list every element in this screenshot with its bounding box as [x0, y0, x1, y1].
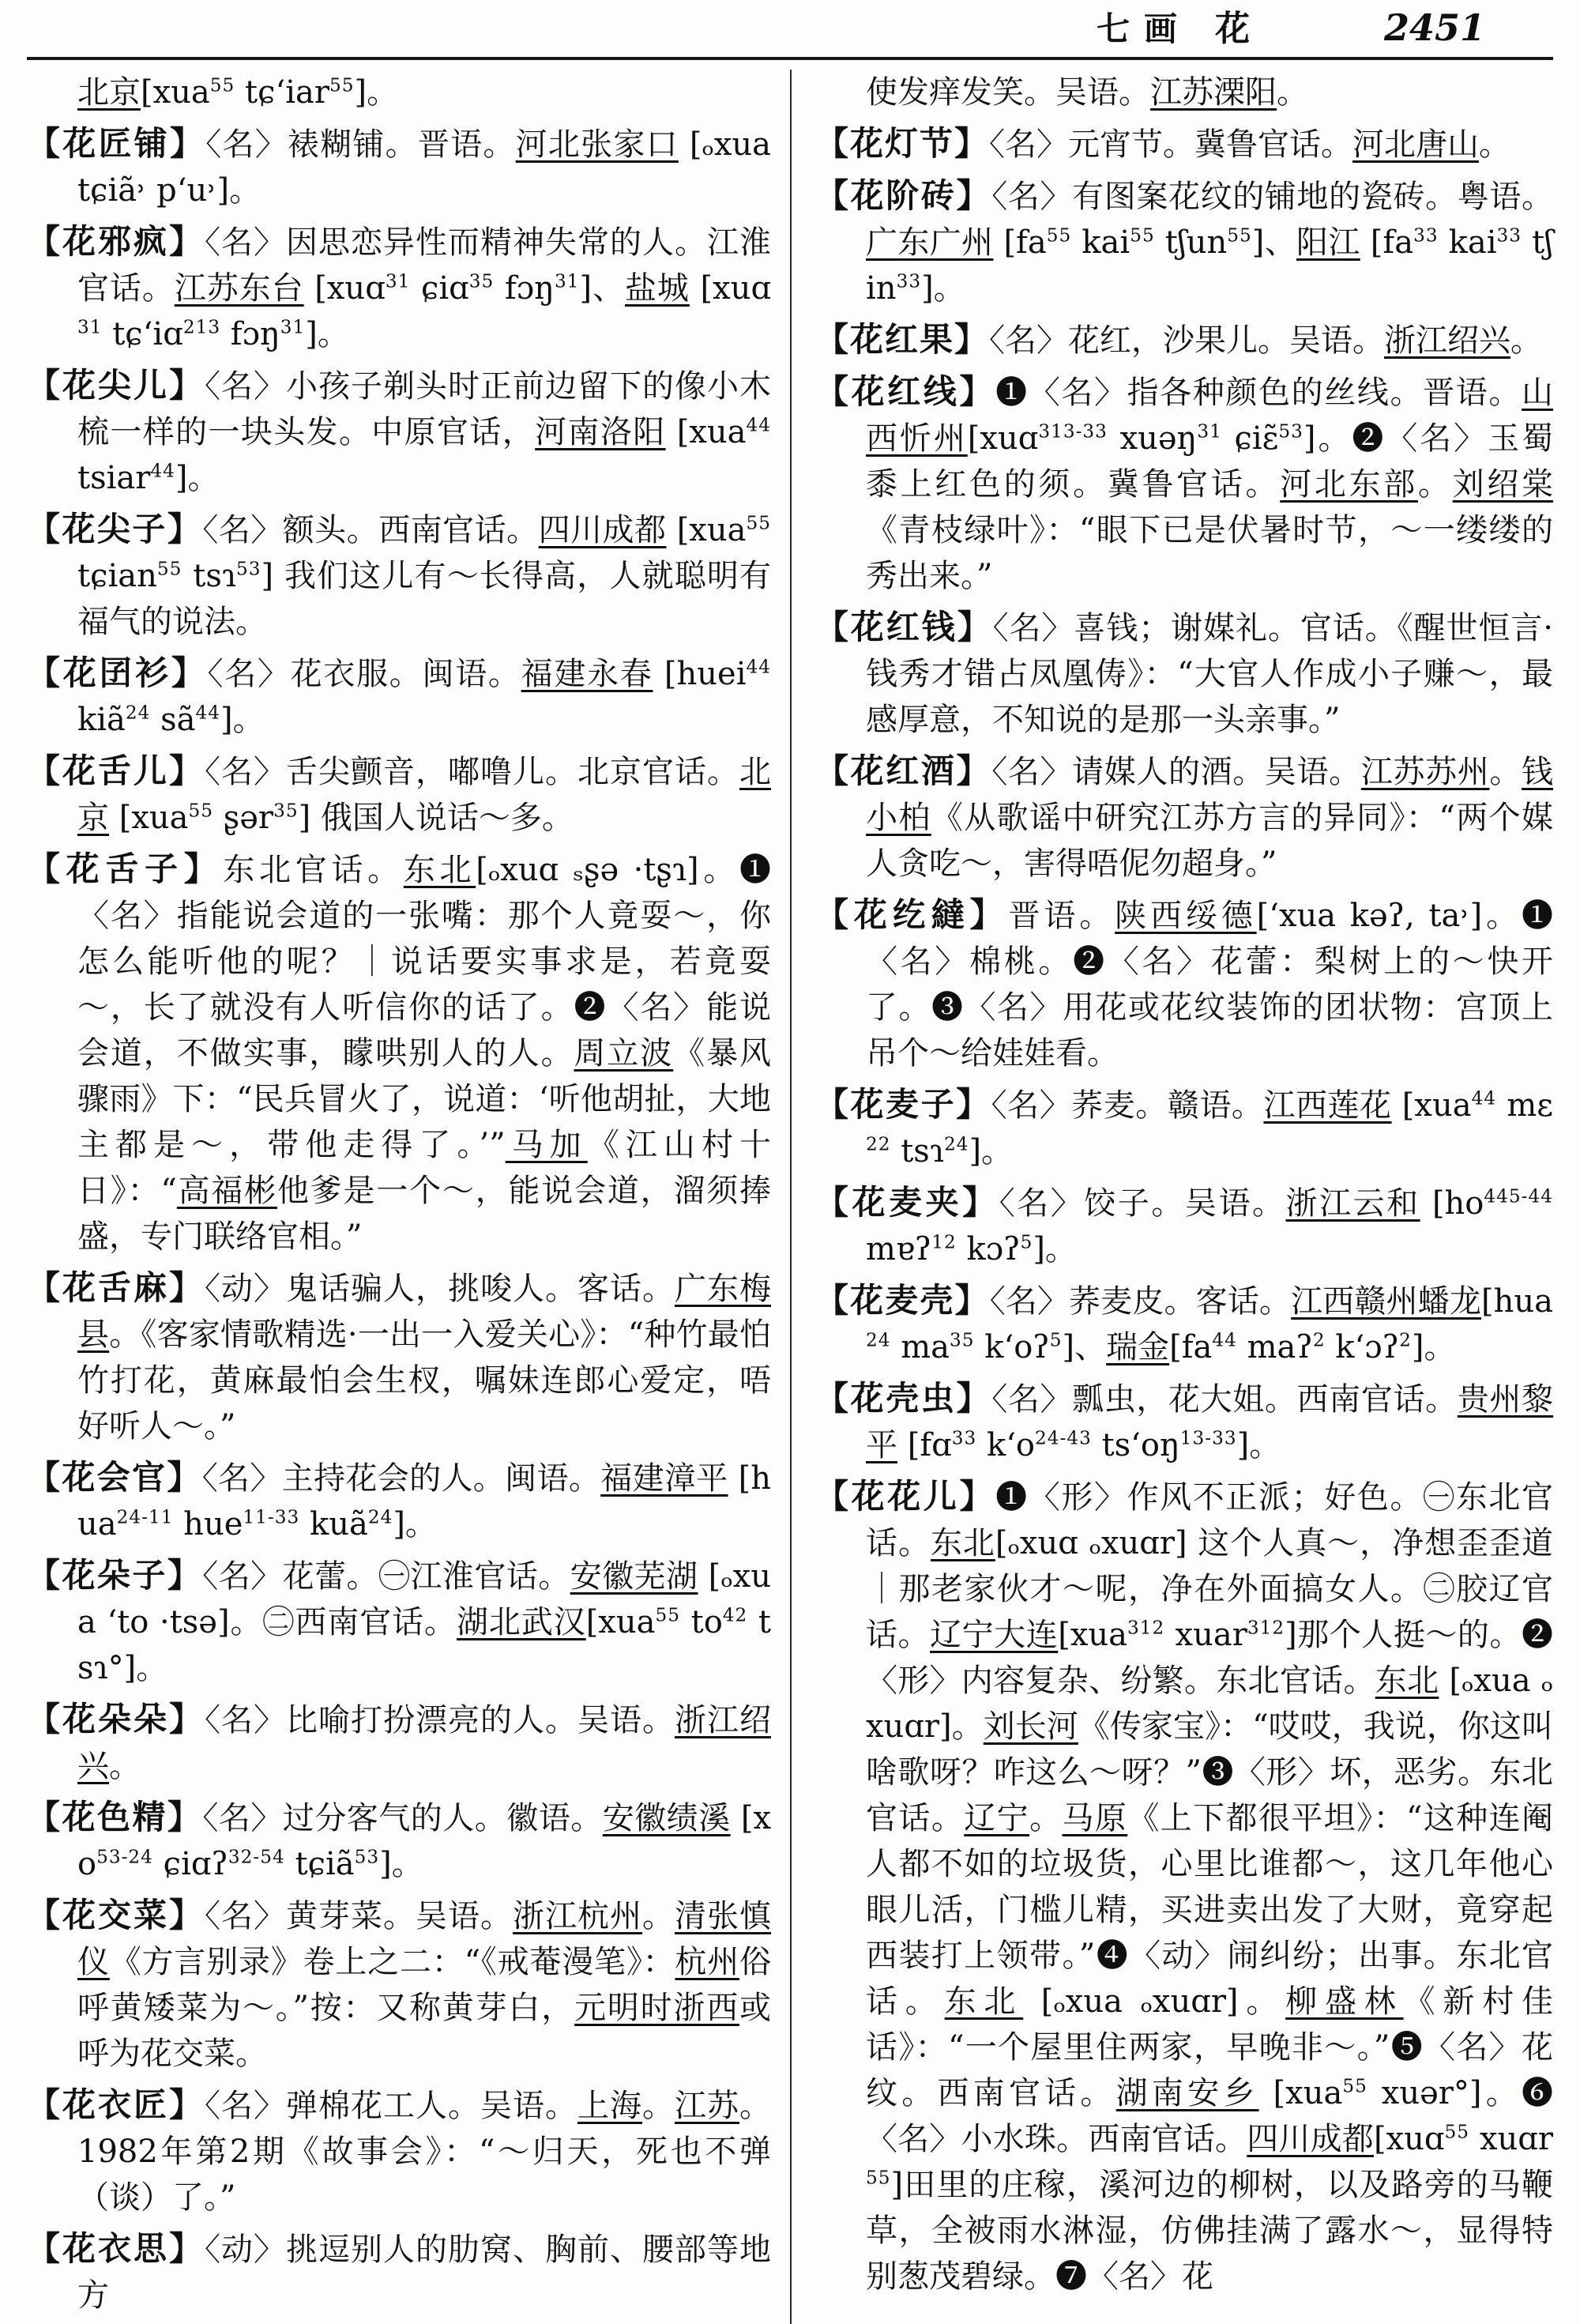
- dictionary-entry: [27, 650, 771, 743]
- dictionary-entry: [27, 1795, 771, 1887]
- entry-headword: 【花红钱】: [815, 608, 993, 646]
- dictionary-entry: [27, 363, 771, 501]
- entry-body: 〈名〉主持花会的人。闽语。福建漳平 [hua$^{24-11}$ hue$^{11-33}$ kuã$^{24}$]。: [77, 1460, 771, 1542]
- entry-body: 〈名〉花蕾。㊀江淮官话。安徽芜湖 [ₒxua ʻto ·tsə]。㊁西南官话。湖北武汉[xua$^{55}$ $to^{42}$ tsɿ°]。: [77, 1558, 772, 1686]
- entry-headword: 【花纥繨】: [815, 895, 1009, 934]
- entry-body: 〈动〉挑逗别人的肋窝、胸前、腰部等地方: [77, 2232, 771, 2314]
- entry-body: ❶〈名〉指各种颜色的丝线。晋语。山西忻州[xuɑ$^{313-33}$ xuəŋ$^{31}$ ɕiɛ̃$^{53}$]。❷〈名〉玉蜀黍上红色的须。冀鲁官话。河北东部。刘绍棠《青枝绿叶》：“眼下已是伏暑时节，～一缕缕的秀出来。”: [866, 375, 1554, 594]
- entry-headword: 【花匠铺】: [27, 124, 206, 163]
- dictionary-entry: [815, 892, 1553, 1076]
- entry-headword: 【花舌子】: [27, 849, 224, 888]
- entry-headword: 【花囝衫】: [27, 654, 208, 692]
- left-column: [27, 70, 790, 2324]
- dictionary-entry: [27, 507, 771, 645]
- entry-headword: 【花朵朵】: [27, 1700, 205, 1738]
- entry-headword: 【花交菜】: [27, 1896, 205, 1934]
- page-header: [27, 5, 1553, 54]
- entry-body: 〈名〉请媒人的酒。吴语。江苏苏州。钱小柏《从歌谣中研究江苏方言的异同》：“两个媒人贪吃～，害得唔伲勿超身。”: [866, 754, 1554, 882]
- entry-body: 〈名〉喜钱；谢媒礼。官话。《醒世恒言·钱秀才错占凤凰俦》：“大官人作成小子赚～，最感厚意，不知说的是那一头亲事。”: [866, 610, 1553, 738]
- dictionary-entry: [27, 219, 771, 357]
- dictionary-entry: [815, 1474, 1553, 2300]
- entry-headword: 【花麦夹】: [815, 1183, 999, 1222]
- entry-headword: 【花阶砖】: [815, 176, 992, 215]
- header-radical: 花: [1214, 9, 1250, 49]
- entry-headword: 【花邪疯】: [27, 222, 205, 261]
- dictionary-entry: [815, 1180, 1553, 1272]
- entry-body: 东北官话。东北[ₒxuɑ ₛʂə ·tʂɿ]。❶〈名〉指能说会道的一张嘴：那个人竟耍～，你怎么能听他的呢？｜说话要实事求是，若竟耍～，长了就没有人听信你的话了。❷〈名〉能说会道，不做实事，矇哄别人的人。周立波《暴风骤雨》下：“民兵冒火了，说道：‘听他胡扯，大地主都是～，带他走得了。’”马加《江山村十日》：“高福彬他爹是一个～，能说会道，溜须捧盛，专门联络官相。”: [77, 852, 772, 1255]
- header-section-label: 七画: [1096, 9, 1191, 48]
- dictionary-entry: [27, 2226, 771, 2318]
- entry-headword: 【花红线】: [815, 372, 996, 411]
- entry-headword: 【花花儿】: [815, 1477, 996, 1516]
- entry-headword: 【花麦子】: [815, 1085, 991, 1124]
- dictionary-entry: [27, 2082, 771, 2220]
- dictionary-entry: [815, 369, 1553, 599]
- entry-body: 使发痒发笑。吴语。江苏溧阳。: [866, 74, 1308, 111]
- entry-headword: 【花红酒】: [815, 751, 992, 790]
- dictionary-entry: [815, 1082, 1553, 1174]
- entry-headword: 【花壳虫】: [815, 1379, 992, 1418]
- entry-body: 〈名〉荞麦皮。客话。江西赣州蟠龙[hua$^{24}$ $ma^{35}$ kʻoʔ$^5$]、瑞金[$fa^{44}$ maʔ$^2$ kʻɔʔ$^2$]。: [866, 1283, 1553, 1365]
- dictionary-entry: [815, 748, 1553, 887]
- entry-body: 〈名〉元宵节。冀鲁官话。河北唐山。: [989, 126, 1511, 163]
- entry-body: 北京[xua$^{55}$ tɕʻiar$^{55}$]。: [77, 74, 399, 111]
- dictionary-entry-continuation: [815, 70, 1553, 115]
- right-column: [790, 70, 1553, 2324]
- header-page-number: 2451: [1383, 6, 1485, 49]
- dictionary-entry: [27, 1265, 771, 1449]
- entry-headword: 【花朵子】: [27, 1556, 203, 1595]
- entry-headword: 【花舌儿】: [27, 751, 205, 790]
- entry-body: 〈动〉鬼话骗人，挑唆人。客话。广东梅县。《客家情歌精选·一出一入爱关心》：“种竹最怕竹打花，黄麻最怕会生杈，嘱妹连郎心爱定，唔好听人～。”: [77, 1271, 772, 1444]
- entry-body: 〈名〉弹棉花工人。吴语。上海。江苏。1982年第2期《故事会》：“～归天，死也不弹（谈）了。”: [77, 2088, 771, 2216]
- entry-headword: 【花灯节】: [815, 124, 990, 163]
- dictionary-entry: [27, 1697, 771, 1789]
- entry-body: 〈名〉荞麦。赣语。江西莲花 [xua$^{44}$ mɛ$^{22}$ tsɿ$^{24}$]。: [866, 1087, 1554, 1170]
- entry-body: 〈名〉额头。西南官话。四川成都 [xua$^{55}$ tɕian$^{55}$ tsɿ$^{53}$] 我们这儿有～长得高，人就聪明有福气的说法。: [77, 512, 772, 640]
- entry-body: 〈名〉花衣服。闽语。福建永春 [huei$^{44}$ kiã$^{24}$ $sã^{44}$]。: [77, 656, 772, 738]
- entry-headword: 【花尖子】: [27, 510, 203, 548]
- dictionary-entry: [27, 1455, 771, 1547]
- entry-body: 〈名〉饺子。吴语。浙江云和 [$ho^{445-44}$ mɐʔ$^{12}$ kɔʔ$^5$]。: [866, 1185, 1553, 1267]
- entry-body: ❶〈形〉作风不正派；好色。㊀东北官话。东北[ₒxuɑ ₒxuɑr] 这个人真～，净想歪歪道｜那老家伙才～呢，净在外面搞女人。㊁胶辽官话。辽宁大连[xua$^{312}$ xuar$^{312}$]那个人挺～的。❷〈形〉内容复杂、纷繁。东北官话。东北 [ₒxua ₒxuɑr]。刘长河《传家宝》：“哎哎，我说，你这叫啥歌呀？咋这么～呀？”❸〈形〉坏，恶劣。东北官话。辽宁。马原《上下都很平坦》：“这种连阉人都不如的垃圾货，心里比谁都～，这几年他心眼儿活，门槛儿精，买进卖出发了大财，竟穿起西装打上领带。”❹〈动〉闹纠纷；出事。东北官话。东北 [ₒxua ₒxuɑr]。柳盛林《新村佳话》：“一个屋里住两家，早晚非～。”❺〈名〉花纹。西南官话。湖南安乡 [xua$^{55}$ xuər°]。❻〈名〉小水珠。西南官话。四川成都[xuɑ$^{55}$ xuɑr$^{55}$]田里的庄稼，溪河边的柳树，以及路旁的马鞭草，全被雨水淋湿，仿佛挂满了露水～，显得特别葱茂碧绿。❼〈名〉花: [866, 1479, 1554, 2295]
- entry-body: 〈名〉花红，沙果儿。吴语。浙江绍兴。: [989, 322, 1543, 359]
- entry-headword: 【花衣思】: [27, 2229, 205, 2268]
- entry-body: 〈名〉有图案花纹的铺地的瓷砖。粤语。广东广州 [$fa^{55}$ kai$^{55}$ tʃun$^{55}$]、阳江 [$fa^{33}$ kai$^{33}$ tʃin$^{33}$]。: [866, 179, 1554, 307]
- entry-headword: 【花麦壳】: [815, 1281, 990, 1320]
- entry-headword: 【花衣匠】: [27, 2085, 205, 2124]
- dictionary-entry: [27, 121, 771, 213]
- entry-body: 〈名〉小孩子剃头时正前边留下的像小木梳一样的一块头发。中原官话，河南洛阳 [xua$^{44}$ tsiar$^{44}$]。: [77, 368, 772, 496]
- dictionary-entry-continuation: [27, 70, 771, 115]
- dictionary-entry: [815, 317, 1553, 363]
- dictionary-entry: [815, 173, 1553, 311]
- dictionary-entry: [27, 846, 771, 1260]
- entry-headword: 【花色精】: [27, 1798, 203, 1836]
- entry-headword: 【花红果】: [815, 320, 990, 359]
- dictionary-entry: [815, 1278, 1553, 1370]
- entry-body: 〈名〉舌尖颤音，嘟噜儿。北京官话。北京 [xua$^{55}$ ʂər$^{35}$] 俄国人说话～多。: [77, 754, 771, 836]
- dictionary-entry: [27, 1553, 771, 1691]
- dictionary-entry: [27, 748, 771, 841]
- entry-headword: 【花舌麻】: [27, 1268, 205, 1307]
- entry-body: 〈名〉裱糊铺。晋语。河北张家口 [ₒxua tɕiã˒ pʻu˒]。: [77, 126, 771, 209]
- entry-body: 〈名〉瓢虫，花大姐。西南官话。贵州黎平 [fɑ$^{33}$ kʻo$^{24-43}$ tsʻoŋ$^{13-33}$]。: [866, 1381, 1554, 1463]
- text-columns: [27, 60, 1553, 2324]
- entry-headword: 【花尖儿】: [27, 366, 205, 405]
- dictionary-entry: [27, 1893, 771, 2077]
- entry-body: 〈名〉因思恋异性而精神失常的人。江淮官话。江苏东台 [xuɑ$^{31}$ ɕiɑ$^{35}$ fɔŋ$^{31}$]、盐城 [xuɑ$^{31}$ tɕʻiɑ$^{213}$ fɔŋ$^{31}$]。: [77, 224, 772, 352]
- entry-body: 〈名〉黄芽菜。吴语。浙江杭州。清张慎仪《方言别录》卷上之二：“《戒菴漫笔》：杭州俗呼黄矮菜为～。”按：又称黄芽白，元明时浙西或呼为花交菜。: [77, 1898, 772, 2072]
- dictionary-entry: [815, 605, 1553, 743]
- dictionary-entry: [815, 121, 1553, 168]
- entry-body: 〈名〉比喻打扮漂亮的人。吴语。浙江绍兴。: [77, 1702, 771, 1784]
- entry-body: 〈名〉过分客气的人。徽语。安徽绩溪 [$xo^{53-24}$ ɕiɑʔ$^{32-54}$ tɕiã$^{53}$]。: [77, 1800, 772, 1882]
- entry-body: 晋语。陕西绥德[ʻxua kəʔ, ta˒]。❶〈名〉棉桃。❷〈名〉花蕾：梨树上的～快开了。❸〈名〉用花或花纹装饰的团状物：宫顶上吊个～给娃娃看。: [866, 898, 1553, 1072]
- dictionary-entry: [815, 1376, 1553, 1468]
- entry-headword: 【花会官】: [27, 1458, 202, 1497]
